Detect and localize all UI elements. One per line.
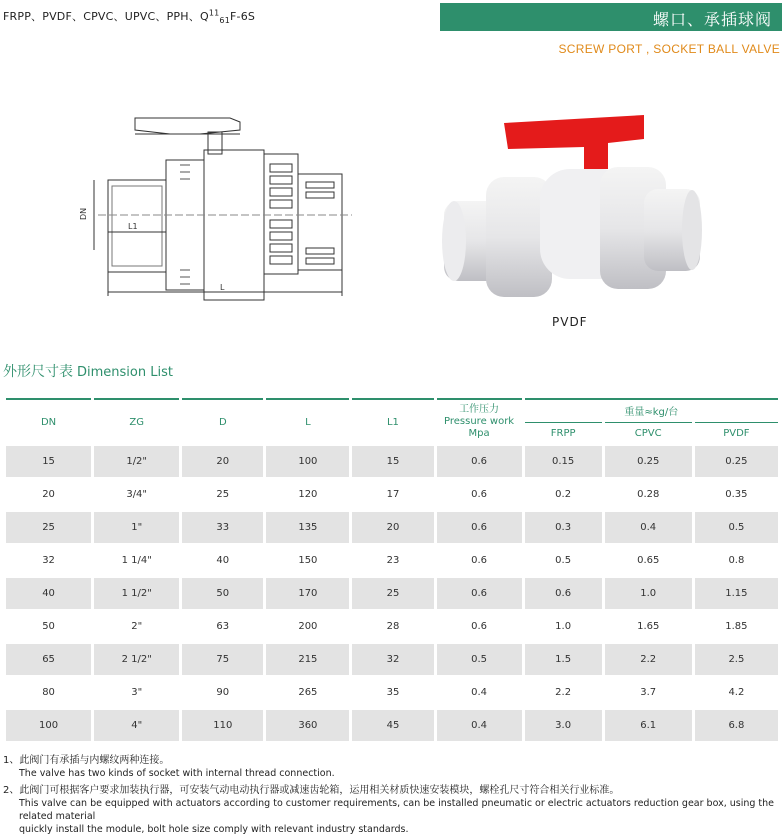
table-row	[6, 677, 778, 708]
table-cell: 3"	[131, 687, 143, 698]
table-cell: 0.5	[555, 555, 572, 566]
table-cell: 2.5	[695, 644, 778, 675]
table-row	[6, 611, 778, 642]
l-label: L	[220, 283, 225, 292]
table-cell: 100	[266, 446, 349, 477]
section-title-en: Dimension List	[77, 365, 173, 380]
table-row	[6, 512, 778, 543]
table-cell: 40	[6, 578, 91, 609]
table-cell: 1"	[94, 512, 179, 543]
table-cell: 0.5	[437, 644, 522, 675]
table-cell: 265	[298, 687, 318, 698]
header-dn: DN	[6, 398, 91, 444]
valve-technical-drawing	[80, 110, 355, 310]
notes	[3, 754, 784, 836]
table-cell: 6.1	[605, 710, 692, 741]
title-cn: 螺口、承插球阀	[652, 10, 772, 29]
table-cell: 0.2	[555, 489, 572, 500]
table-cell: 40	[216, 555, 230, 566]
table-cell: 32	[352, 644, 433, 675]
title-en: SCREW PORT , SOCKET BALL VALVE	[558, 42, 780, 56]
table-cell: 1.65	[637, 621, 660, 632]
table-cell: 33	[182, 512, 263, 543]
header-d: D	[182, 398, 263, 444]
header-l1: L1	[352, 398, 433, 444]
materials-text: FRPP、PVDF、CPVC、UPVC、PPH、Q	[3, 10, 209, 23]
table-cell: 0.15	[525, 446, 602, 477]
table-row	[6, 446, 778, 477]
table-cell: 20	[182, 446, 263, 477]
model-subscript: 61	[219, 16, 230, 26]
table-cell: 1.0	[555, 621, 572, 632]
table-cell: 0.5	[695, 512, 778, 543]
table-row	[6, 710, 778, 741]
header-l: L	[266, 398, 349, 444]
table-cell: 1/2"	[94, 446, 179, 477]
header-cpvc: CPVC	[605, 422, 692, 444]
header-pressure	[437, 398, 522, 444]
model-suffix: F-6S	[230, 10, 256, 23]
table-cell: 0.6	[437, 512, 522, 543]
table-cell: 23	[386, 555, 400, 566]
table-cell: 20	[42, 489, 55, 500]
table-row	[6, 479, 778, 510]
table-cell: 215	[266, 644, 349, 675]
table-cell: 17	[386, 489, 400, 500]
table-cell: 0.28	[637, 489, 660, 500]
table-cell: 2.2	[605, 644, 692, 675]
table-cell: 0.6	[525, 578, 602, 609]
section-heading	[3, 361, 173, 381]
table-cell: 0.4	[605, 512, 692, 543]
model-superscript: 11	[208, 8, 220, 18]
table-cell: 28	[386, 621, 400, 632]
table-cell: 1.5	[525, 644, 602, 675]
table-cell: 1 1/2"	[94, 578, 179, 609]
dn-label: DN	[79, 207, 88, 220]
table-cell: 80	[42, 687, 55, 698]
table-cell: 1.85	[725, 621, 748, 632]
table-cell: 15	[6, 446, 91, 477]
table-cell: 50	[182, 578, 263, 609]
table-cell: 1 1/4"	[121, 555, 152, 566]
table-cell: 50	[42, 621, 55, 632]
table-cell: 0.6	[471, 489, 488, 500]
table-cell: 0.25	[605, 446, 692, 477]
table-cell: 45	[352, 710, 433, 741]
dimension-table	[3, 396, 781, 743]
table-row	[6, 578, 778, 609]
table-cell: 0.25	[695, 446, 778, 477]
table-cell: 0.6	[437, 578, 522, 609]
table-cell: 90	[216, 687, 230, 698]
table-cell: 3/4"	[126, 489, 148, 500]
table-cell: 4.2	[728, 687, 745, 698]
table-cell: 0.6	[471, 555, 488, 566]
table-cell: 0.35	[725, 489, 748, 500]
table-cell: 0.4	[437, 710, 522, 741]
table-cell: 3.0	[525, 710, 602, 741]
valve-product-photo	[430, 105, 720, 305]
table-cell: 4"	[94, 710, 179, 741]
table-cell: 2"	[131, 621, 143, 632]
table-cell: 35	[386, 687, 400, 698]
table-cell: 360	[266, 710, 349, 741]
table-cell: 0.8	[728, 555, 745, 566]
table-cell: 25	[6, 512, 91, 543]
table-cell: 25	[352, 578, 433, 609]
note-1-cn: 1、此阀门有承插与内螺纹两种连接。	[3, 755, 170, 766]
table-cell: 2.2	[555, 687, 572, 698]
table-cell: 0.6	[437, 446, 522, 477]
header-pvdf: PVDF	[695, 422, 778, 444]
table-cell: 0.3	[525, 512, 602, 543]
header-weight: 重量≈kg/台	[525, 398, 778, 420]
table-cell: 120	[298, 489, 318, 500]
table-cell: 32	[42, 555, 55, 566]
table-cell: 15	[352, 446, 433, 477]
table-cell: 25	[216, 489, 230, 500]
table-row	[6, 644, 778, 675]
table-cell: 170	[266, 578, 349, 609]
table-cell: 75	[182, 644, 263, 675]
note-1-en: The valve has two kinds of socket with internal thread connection.	[19, 768, 335, 779]
table-row	[6, 545, 778, 576]
pressure-cn: 工作压力	[459, 404, 500, 415]
note-2-en-cont: quickly install the module, bolt hole size comply with relevant industry standards.	[19, 824, 409, 835]
photo-caption: PVDF	[552, 315, 588, 329]
table-cell: 63	[216, 621, 230, 632]
table-cell: 135	[266, 512, 349, 543]
header-frpp: FRPP	[525, 422, 602, 444]
title-bar	[440, 3, 782, 31]
table-cell: 3.7	[640, 687, 657, 698]
table-cell: 0.4	[471, 687, 488, 698]
table-cell: 100	[6, 710, 91, 741]
table-cell: 110	[182, 710, 263, 741]
table-cell: 65	[6, 644, 91, 675]
table-cell: 6.8	[695, 710, 778, 741]
table-cell: 2 1/2"	[94, 644, 179, 675]
table-cell: 150	[298, 555, 318, 566]
note-2-cn: 2、此阀门可根据客户要求加装执行器，可安装气动电动执行器或减速齿轮箱，运用相关材质快速安装模块，螺栓孔尺寸符合相关行业标准。	[3, 785, 620, 796]
l1-label: L1	[128, 222, 138, 231]
pressure-en: Pressure work	[444, 416, 515, 427]
table-cell: 200	[298, 621, 318, 632]
table-cell: 20	[352, 512, 433, 543]
note-2-en: This valve can be equipped with actuators according to customer requirements, can be installed pneumatic or electric actuators reduction gear box, using the related material	[19, 798, 775, 822]
section-title-cn: 外形尺寸表	[3, 364, 73, 380]
header-zg: ZG	[94, 398, 179, 444]
table-cell: 0.65	[637, 555, 660, 566]
table-cell: 0.6	[471, 621, 488, 632]
table-cell: 1.15	[695, 578, 778, 609]
table-cell: 1.0	[605, 578, 692, 609]
materials-line	[3, 8, 255, 25]
pressure-unit: Mpa	[468, 428, 490, 439]
